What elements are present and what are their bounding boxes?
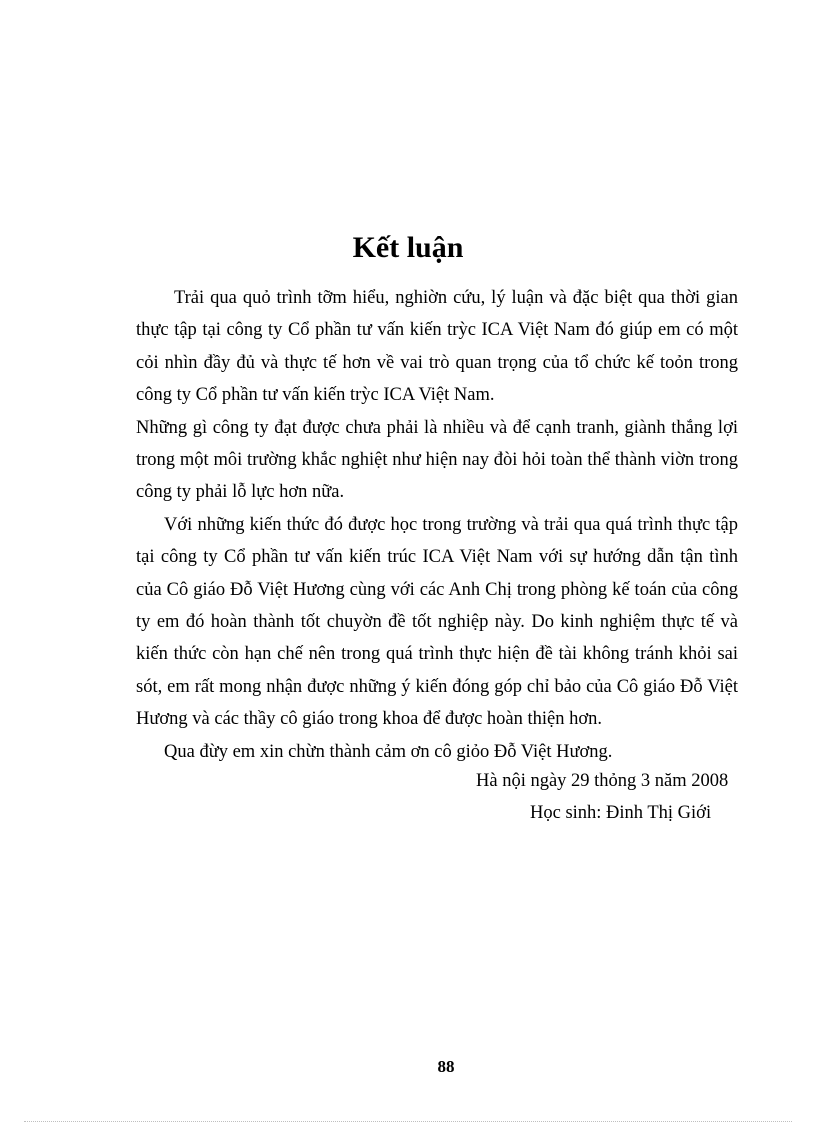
paragraph-2: Những gì công ty đạt được chưa phải là nhiều và để cạnh tranh, giành thắng lợi trong một môi trường khắc nghiệt như hiện nay đòi hỏi toàn thể thành viờn trong công ty phải lỗ lực hơn nữa. xyxy=(136,417,738,503)
conclusion-body xyxy=(136,282,738,768)
page-number: 88 xyxy=(437,1057,455,1076)
page-bottom-divider xyxy=(24,1121,792,1122)
signature-date: Hà nội ngày 29 thỏng 3 năm 2008 xyxy=(476,771,729,791)
signature-student: Học sinh: Đinh Thị Giới xyxy=(530,803,712,823)
paragraph-4: Qua đừy em xin chừn thành cảm ơn cô giỏo Đỗ Việt Hương. xyxy=(164,741,613,762)
paragraph-1: Trải qua quỏ trình tỡm hiểu, nghiờn cứu, lý luận và đặc biệt qua thời gian thực tập tại công ty Cổ phần tư vấn kiến trỳc ICA Việt Nam đó giúp em có một cỏi nhìn đầy đủ và thực tế hơn về vai trò quan trọng của tổ chức kế toỏn trong công ty Cổ phần tư vấn kiến trỳc ICA Việt Nam. xyxy=(136,288,738,406)
paragraph-3: Với những kiến thức đó được học trong trường và trải qua quá trình thực tập tại công ty Cổ phần tư vấn kiến trúc ICA Việt Nam với sự hướng dẫn tận tình của Cô giáo Đỗ Việt Hương cùng với các Anh Chị trong phòng kế toán của công ty em đó hoàn thành tốt chuyờn đề tốt nghiệp này. Do kinh nghiệm thực tế và kiến thức còn hạn chế nên trong quá trình thực hiện đề tài không tránh khỏi sai sót, em rất mong nhận được những ý kiến đóng góp chỉ bảo của Cô giáo Đỗ Việt Hương và các thầy cô giáo trong khoa để được hoàn thiện hơn. xyxy=(136,514,738,730)
page-title: Kết luận xyxy=(352,231,464,264)
